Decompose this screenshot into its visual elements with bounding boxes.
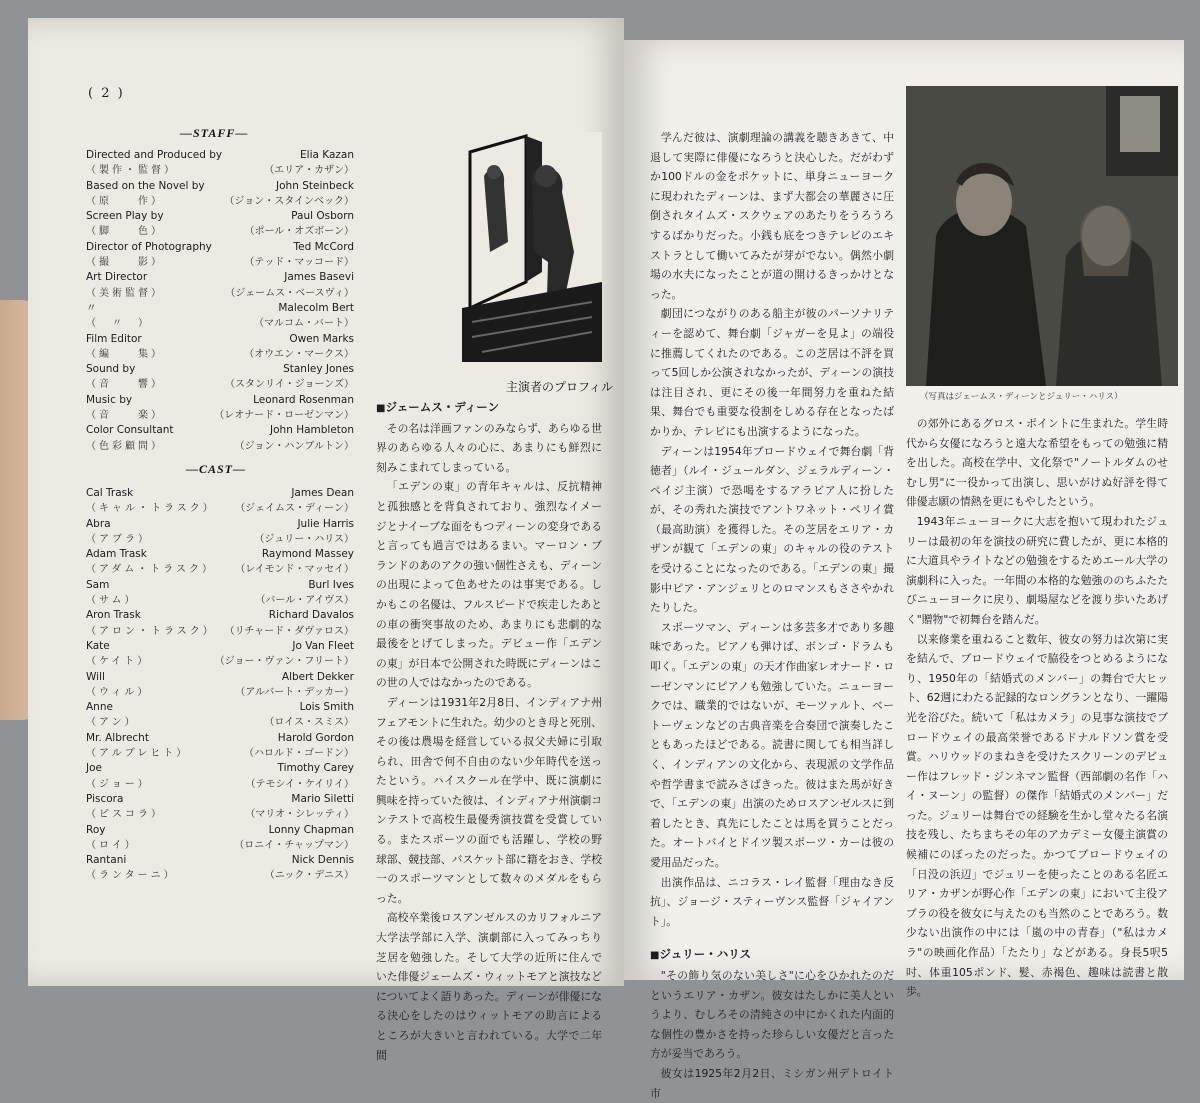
credit-role-jp: （脚 色） xyxy=(86,226,164,238)
credit-role-jp: （色彩顧問） xyxy=(86,440,164,452)
credit-role: Piscora xyxy=(86,792,124,805)
credit-name: Burl Ives xyxy=(308,578,354,591)
cast-credit-row-jp xyxy=(86,715,354,730)
paragraph: 以来修業を重ねること数年、彼女の努力は次第に実を結んで、ブロードウェイで脇役をつとめるようになり、1950年の「結婚式のメンバー」の舞台で大ヒット、62週にわたる記録的なロングランとなり、一躍陽光を浴びた。続いて「私はカメラ」の見事な演技でブロードウェイの最高栄誉であるドナルドソン賞を受賞。ハリウッドのまねきを受けたスクリーンのデビュー作はフレッド・ジンネマン監督（西部劇の名作「ハイ・ヌーン」の監督）の傑作「結婚式のメンバー」だった。ジュリーは舞台での経験を生かし堂々たる名演技を残し、たちまちその年のアカデミー女優主演賞の候補にのぼったのだった。かつてブロードウェイの「日没の浜辺」でジュリーを使ったことのある名匠エリア・カザンが野心作「エデンの東」において主役アブラの役を彼女に与えたのも当然のことであろう。数少ない出演作の中には「嵐の中の青春」（"私はカメラ"の映画化作品）「たたり」などがある。身長5呎5吋、体重105ポンド、髪、赤褐色、趣味は読書と散歩。 xyxy=(906,632,1168,999)
credit-role-jp: （キャル・トラスク） xyxy=(86,503,216,515)
credit-role: Based on the Novel by xyxy=(86,179,205,192)
credit-name: Raymond Massey xyxy=(261,548,354,561)
profile-title: 主演者のプロフィル xyxy=(506,380,614,394)
credit-name: Timothy Carey xyxy=(277,762,354,775)
credit-name: Lois Smith xyxy=(299,701,354,714)
staff-credit-row-jp xyxy=(86,224,354,239)
credit-role-jp: （ 〃 ） xyxy=(86,318,151,330)
cast-list xyxy=(86,486,354,884)
credit-role: Rantani xyxy=(86,854,127,867)
staff-credit-row xyxy=(86,393,354,408)
paragraph: ディーンは1931年2月8日、インディアナ州フェアモントに生れた。幼少のとき母と死別、その後は農場を経営している叔父夫婦に引取られ、田舎で何不自由のない少年時代を送ったという。ハイスクール在学中、既に演劇に興味を持っていた彼は、インディアナ州演劇コンテストで高校生最優秀演技賞を受賞している。またスポーツの面でも活躍し、学校の野球部、競技部、バスケット部に籍をおき、学校一のスポーツマンとして数々のメダルをもらった。 xyxy=(376,695,602,905)
credit-name-jp: （リチャード・ダヴァロス） xyxy=(224,625,354,637)
credit-role: Screen Play by xyxy=(86,210,164,223)
credit-role: Mr. Albrecht xyxy=(86,731,149,744)
credit-name-jp: （レオナード・ローゼンマン） xyxy=(214,410,354,422)
cast-credit-row xyxy=(86,486,354,501)
credit-name: Ted McCord xyxy=(293,240,354,253)
staff-credit-row xyxy=(86,240,354,255)
credit-name: John Hambleton xyxy=(270,424,354,437)
paragraph: の郊外にあるグロス・ポイントに生まれた。学生時代から女優になろうと遠大な希望をもっての勉強に精を出した。高校在学中、文化祭で"ノートルダムのせむし男"に一役かって出演し、思いがけぬ好評を得て俳優志願の情熱を更にもやしたという。 xyxy=(906,417,1168,509)
paragraph: スポーツマン、ディーンは多芸多才であり多趣味であった。ピアノも弾けば、ボンゴ・ドラムも叩く。「エデンの東」の天才作曲家レオナード・ローゼンマンにピアノも勉強していた。ニューヨークでは、職業的ではないが、モーツァルト、ベートーヴェンなどの古典音楽を合奏団で演奏したこともあったほどである。読書に関しても相当詳しく、インディアンの文化から、表現派の文学作品や哲学書まで読みさばきった。彼はまた馬が好きで、「エデンの東」出演のためロスアンゼルスに到着したとき、真先にしたことは馬を買うことだった。オートバイとドイツ製スポーツ・カーは彼の愛用品だった。 xyxy=(650,620,894,869)
dean-column xyxy=(376,398,602,1062)
credit-role: Kate xyxy=(86,639,110,652)
credit-role-jp: （ケイト） xyxy=(86,656,151,668)
staff-credit-row xyxy=(86,301,354,316)
cast-credit-row-jp xyxy=(86,532,354,547)
credit-name-jp: （ジェイムス・ディーン） xyxy=(235,503,354,515)
credit-name-jp: （ジョン・ハンブルトン） xyxy=(234,440,354,452)
cast-credit-row xyxy=(86,547,354,562)
paragraph: "その飾り気のない美しさ"に心をひかれたのだというエリア・カザン。彼女はたしかに美人というより、むしろその清純さの中にかくれた内面的な個性の豊かさを持った珍らしい女優だと言った方が妥当であろう。 xyxy=(650,968,894,1061)
cast-credit-row xyxy=(86,792,354,807)
credit-role-jp: （ジョー） xyxy=(86,778,151,790)
credit-role: Joe xyxy=(86,762,102,775)
staff-credit-row-jp xyxy=(86,439,354,454)
credit-name: Albert Dekker xyxy=(281,670,354,683)
cast-credit-row-jp xyxy=(86,838,354,853)
credit-role: Color Consultant xyxy=(86,424,174,437)
staff-list xyxy=(86,148,354,454)
credit-role-jp: （撮 影） xyxy=(86,257,164,269)
right-column-1 xyxy=(650,128,894,1100)
credit-role-jp: （アロン・トラスク） xyxy=(86,625,216,637)
credit-name-jp: （エリア・カザン） xyxy=(264,165,354,177)
cast-credit-row-jp xyxy=(86,593,354,608)
credit-role: Roy xyxy=(86,823,106,836)
right-column-2 xyxy=(906,414,1168,999)
cast-credit-row-jp xyxy=(86,746,354,761)
credit-name: James Basevi xyxy=(284,271,354,284)
staff-credit-row xyxy=(86,423,354,438)
staff-credit-row-jp xyxy=(86,316,354,331)
credit-name-jp: （ニック・デニス） xyxy=(264,870,354,882)
cast-credit-row-jp xyxy=(86,807,354,822)
cast-credit-row-jp xyxy=(86,562,354,577)
credit-name-jp: （テモシイ・ケイリイ） xyxy=(245,778,354,790)
credit-role-jp: （サム） xyxy=(86,595,138,607)
credit-name-jp: （スタンリイ・ジョーンズ） xyxy=(225,379,354,391)
staff-credit-row xyxy=(86,362,354,377)
credit-role-jp: （アルブレヒト） xyxy=(86,748,190,760)
photo-dean-harris xyxy=(906,86,1178,386)
credit-role: Abra xyxy=(86,517,111,530)
credit-name-jp: （アルバート・デッカー） xyxy=(235,686,354,698)
credit-name-jp: （バール・アイヴス） xyxy=(255,595,354,607)
staff-credit-row xyxy=(86,332,354,347)
cast-credit-row xyxy=(86,608,354,623)
paragraph: その名は洋画ファンのみならず、あらゆる世界のあらゆる人々の心に、あまりにも鮮烈に刻みこまれてしまっている。 xyxy=(376,421,602,474)
staff-credit-row xyxy=(86,179,354,194)
credit-name: Nick Dennis xyxy=(291,854,354,867)
staff-credit-row-jp xyxy=(86,255,354,270)
dean-body-continued xyxy=(650,128,894,931)
cast-credit-row-jp xyxy=(86,777,354,792)
credit-role: Adam Trask xyxy=(86,548,147,561)
credit-name-jp: （ジョー・ヴァン・フリート） xyxy=(214,656,354,668)
credit-name-jp: （レイモンド・マッセイ） xyxy=(235,564,354,576)
cast-credit-row xyxy=(86,823,354,838)
staff-credit-row xyxy=(86,270,354,285)
credit-name-jp: （ロイス・スミス） xyxy=(264,717,354,729)
credit-name-jp: （マルコム・バート） xyxy=(254,318,354,330)
credit-name: John Steinbeck xyxy=(276,179,354,192)
credit-role-jp: （ピスコラ） xyxy=(86,809,164,821)
cast-credit-row xyxy=(86,853,354,868)
credit-name-jp: （ジュリー・ハリス） xyxy=(254,533,354,545)
cast-credit-row xyxy=(86,578,354,593)
staff-credit-row-jp xyxy=(86,377,354,392)
credit-name: Lonny Chapman xyxy=(268,823,354,836)
credit-role: Will xyxy=(86,670,105,683)
credit-name: Jo Van Fleet xyxy=(292,639,354,652)
paragraph: 彼女は1925年2月2日、ミシガン州デトロイト市 xyxy=(650,1066,894,1100)
credit-role: Art Director xyxy=(86,271,148,284)
credit-name: Harold Gordon xyxy=(277,731,354,744)
credit-role-jp: （ランターニ） xyxy=(86,870,177,882)
credit-role: 〃 xyxy=(86,301,97,314)
dean-body xyxy=(376,419,602,1066)
staff-credit-row-jp xyxy=(86,194,354,209)
cast-credit-row-jp xyxy=(86,868,354,883)
credit-name-jp: （マリオ・シレッティ） xyxy=(245,809,354,821)
credit-role-jp: （音 楽） xyxy=(86,410,164,422)
credit-role: Sam xyxy=(86,578,110,591)
credit-name: Julie Harris xyxy=(297,517,354,530)
credit-role: Sound by xyxy=(86,363,136,376)
cast-credit-row xyxy=(86,517,354,532)
credit-role-jp: （原 作） xyxy=(86,195,164,207)
cast-credit-row xyxy=(86,761,354,776)
credit-role: Music by xyxy=(86,393,133,406)
cast-credit-row xyxy=(86,700,354,715)
paragraph: 1943年ニューヨークに大志を抱いて現われたジュリーは最初の年を演技の研究に費したが、更に本格的に大道具やライトなどの勉強をするためエール大学の演劇科に入った。一年間の本格的な勉強ののちふたたびニューヨークに戻り、劇場屋などを渡り歩いたあげく"贈物"で初舞台を踏んだ。 xyxy=(906,514,1168,626)
cast-credit-row-jp xyxy=(86,685,354,700)
credit-role-jp: （アン） xyxy=(86,717,138,729)
credit-role: Film Editor xyxy=(86,332,142,345)
credit-role-jp: （ロイ） xyxy=(86,839,138,851)
credit-name-jp: （ポール・オズボーン） xyxy=(244,226,354,238)
credit-name: Stanley Jones xyxy=(283,363,354,376)
credit-name: James Dean xyxy=(291,487,354,499)
credit-name-jp: （オウエン・マークス） xyxy=(244,348,354,360)
staff-credit-row-jp xyxy=(86,163,354,178)
credit-name-jp: （ロニイ・チャップマン） xyxy=(234,839,354,851)
credit-name: Mario Siletti xyxy=(291,792,354,805)
staff-heading: —STAFF— xyxy=(180,126,249,140)
film-still-illustration xyxy=(462,132,602,362)
credit-name: Paul Osborn xyxy=(291,210,354,223)
cast-credit-row-jp xyxy=(86,654,354,669)
credit-role-jp: （アブラ） xyxy=(86,533,151,545)
paragraph: 劇団につながりのある船主が彼のパーソナリティーを認めて、舞台劇「ジャガーを見よ」の端役に推薦してくれたのである。この芝居は不評を買って5回しか公演されなかったが、ディーンの演技は注目され、更にその後一年間努力を重ねた結果、舞台でも重要な役割をしめる存在となったばかりか、テレビにも出演するようになった。 xyxy=(650,307,894,438)
cast-credit-row-jp xyxy=(86,624,354,639)
staff-credit-row xyxy=(86,148,354,163)
paragraph: 学んだ彼は、演劇理論の講義を聴きあきて、中退して実際に俳優になろうと決心した。だがわずか100ドルの金をポケットに、単身ニューヨークに現われたディーンは、まず大都会の華麗さに圧倒されタイムズ・スクウェアのあたりをうろうろするばかりだった。小銭も底をつきテレビのエキストラとして働いてみたが芽がでない。偶然小劇場の水夫になったことが道の開けるきっかけとなった。 xyxy=(650,131,894,301)
credit-name-jp: （ジェームス・ベースヴィ） xyxy=(225,287,354,299)
paragraph: 高校卒業後ロスアンゼルスのカリフォルニア大学法学部に入学、演劇部に入ってみっちり芝居を勉強した。そして大学の近所に住んでいた俳優ジェームズ・ウィットモアと演技などについてよく語りあった。ディーンが俳優になる決心をしたのはウィットモアの助言によるところが大きいと言われている。大学で二年間 xyxy=(376,911,602,1062)
staff-credit-row-jp xyxy=(86,347,354,362)
credit-name: Elia Kazan xyxy=(300,149,354,161)
credit-role: Directed and Produced by xyxy=(86,149,223,161)
page-number: ( 2 ) xyxy=(88,86,125,101)
credit-role: Cal Trask xyxy=(86,487,134,499)
credit-role-jp: （アダム・トラスク） xyxy=(86,564,215,576)
credit-name: Owen Marks xyxy=(289,332,354,345)
credit-role-jp: （美術監督） xyxy=(86,287,164,299)
credit-name: Leonard Rosenman xyxy=(253,393,354,406)
credit-role: Aron Trask xyxy=(86,609,141,622)
cast-credit-row xyxy=(86,731,354,746)
cast-heading: —CAST— xyxy=(186,462,247,476)
staff-credit-row xyxy=(86,209,354,224)
dean-heading: ■ ジェームス・ディーン xyxy=(376,398,602,419)
staff-credit-row-jp xyxy=(86,286,354,301)
julie-body-continued xyxy=(906,414,1168,1002)
credit-role-jp: （音 響） xyxy=(86,379,164,391)
cast-credit-row-jp xyxy=(86,501,354,516)
credit-name: Richard Davalos xyxy=(268,609,354,622)
paragraph: ディーンは1954年ブロードウェイで舞台劇「背徳者」（ルイ・ジュールダン、ジェラルディーン・ペイジ主演）で恐喝をするアラビア人に扮したが、その秀れた演技でアントワネット・ペリイ賞（最高助演）を獲得した。その芝居をエリア・カザンが観て「エデンの東」のキャルの役のテストを受けることになったのである。「エデンの東」撮影中ピア・アンジェリとのロマンスもささやかれたりした。 xyxy=(650,444,894,615)
paragraph: 「エデンの東」の青年キャルは、反抗精神と孤独感とを背負されており、強烈なイメージとナイーブな面をもつディーンの変身であると言っても過言ではあるまい。マーロン・ブランドのあのアクの強い個性さえも、ディーンの出現によって色あせたのは事実である。しかもこの名優は、フルスピードで疾走したあとの車の衝突事故のため、あまりにも悲劇的な最後をとげてしまった。デビュー作「エデンの東」が日本で公開された時既にディーンはこの世の人ではなかったのである。 xyxy=(376,480,602,690)
credit-name: Malecolm Bert xyxy=(278,301,354,314)
paragraph: 出演作品は、ニコラス・レイ監督「理由なき反抗」、ジョージ・スティーヴンス監督「ジャイアント」。 xyxy=(650,875,894,928)
credit-role: Anne xyxy=(86,701,113,714)
credit-role: Director of Photography xyxy=(86,240,212,253)
credit-name-jp: （ハロルド・ゴードン） xyxy=(244,748,354,760)
credit-role-jp: （ウィル） xyxy=(86,686,151,698)
staff-credit-row-jp xyxy=(86,408,354,423)
cast-credit-row xyxy=(86,670,354,685)
credit-role-jp: （製作・監督） xyxy=(86,165,177,177)
credit-name-jp: （ジョン・スタインベック） xyxy=(224,195,354,207)
credit-role-jp: （編 集） xyxy=(86,348,164,360)
julie-body xyxy=(650,966,894,1103)
julie-heading: ■ ジュリー・ハリス xyxy=(650,945,894,966)
photo-caption: （写真はジェームス・ディーンとジュリー・ハリス） xyxy=(920,392,1123,402)
cast-credit-row xyxy=(86,639,354,654)
credit-name-jp: （テッド・マッコード） xyxy=(244,257,354,269)
